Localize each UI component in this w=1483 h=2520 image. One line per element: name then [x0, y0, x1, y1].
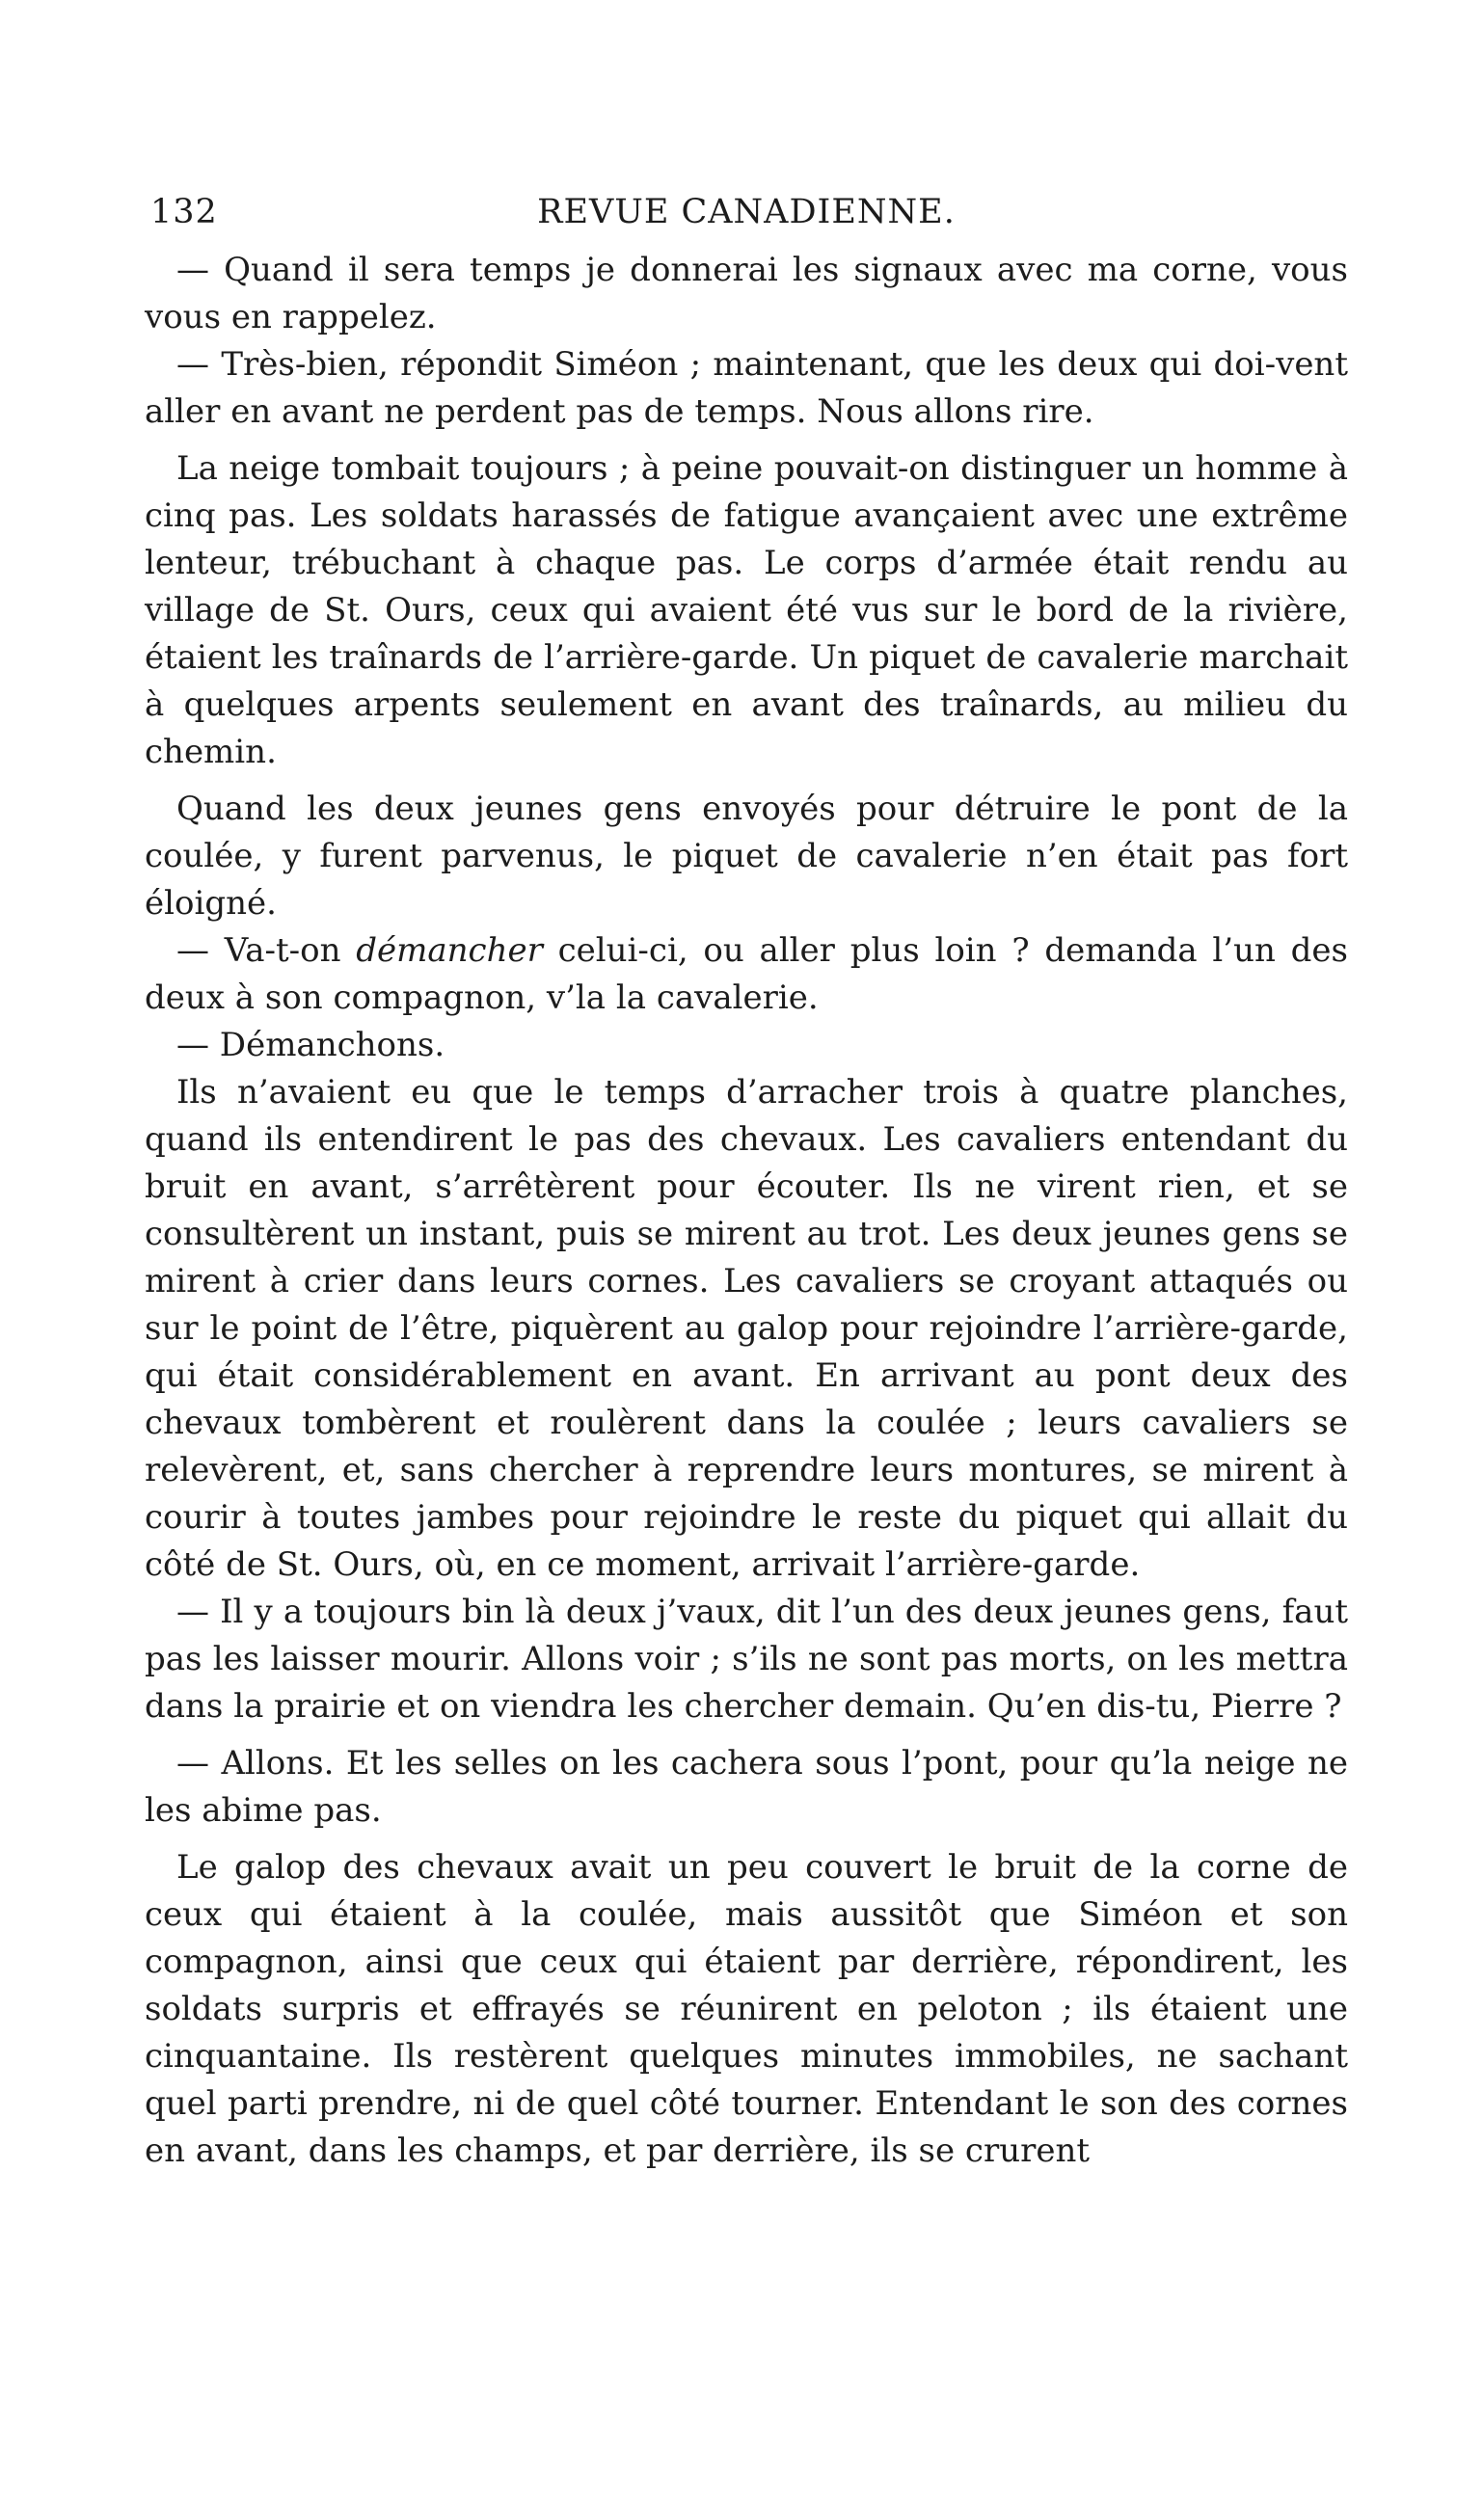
paragraph: — Très-bien, répondit Siméon ; maintenant, que les deux qui doi-vent aller en avant ne perdent pas de temps. Nous allons rire.	[145, 345, 1348, 431]
book-page	[145, 179, 1348, 2175]
paragraph: Quand les deux jeunes gens envoyés pour détruire le pont de la coulée, y furent parvenus, le piquet de cavalerie n’en était pas fort éloigné.	[145, 790, 1348, 923]
paragraph: La neige tombait toujours ; à peine pouvait-on distinguer un homme à cinq pas. Les soldats harassés de fatigue avançaient avec une extrême lenteur, trébuchant à chaque pas. Le corps d’armée était rendu au village de St. Ours, ceux qui avaient été vus sur le bord de la rivière, étaient les traînards de l’arrière-garde. Un piquet de cavalerie marchait à quelques arpents seulement en avant des traînards, au milieu du chemin.	[145, 449, 1348, 771]
paragraph: — Démanchons.	[176, 1026, 445, 1064]
paragraph: Ils n’avaient eu que le temps d’arracher trois à quatre planches, quand ils entendirent le pas des chevaux. Les cavaliers entendant du bruit en avant, s’arrêtèrent pour écouter. Ils ne virent rien, et se consultèrent un instant, puis se mirent au trot. Les deux jeunes gens se mirent à crier dans leurs cornes. Les cavaliers se croyant attaqués ou sur le point de l’être, piquèrent au galop pour rejoindre l’arrière-garde, qui était considérablement en avant. En arrivant au pont deux des chevaux tombèrent et roulèrent dans la coulée ; leurs cavaliers se relevèrent, et, sans chercher à reprendre leurs montures, se mirent à courir à toutes jambes pour rejoindre le reste du piquet qui allait du côté de St. Ours, où, en ce moment, arrivait l’arrière-garde.	[145, 1073, 1348, 1584]
paragraph: Le galop des chevaux avait un peu couvert le bruit de la corne de ceux qui étaient à la coulée, mais aussitôt que Siméon et son compagnon, ainsi que ceux qui étaient par derrière, répondirent, les soldats surpris et effrayés se réunirent en peloton ; ils étaient une cinquantaine. Ils restèrent quelques minutes immobiles, ne sachant quel parti prendre, ni de quel côté tourner. Entendant le son des cornes en avant, dans les champs, et par derrière, ils se crurent	[145, 1848, 1348, 2170]
paragraph: — Allons. Et les selles on les cachera sous l’pont, pour qu’la neige ne les abime pas.	[145, 1744, 1348, 1830]
running-title: REVUE CANADIENNE.	[537, 193, 956, 231]
paragraph-text: celui-ci, ou aller plus loin ? demanda l’un des deux à son compagnon, v’la la cavalerie.	[145, 931, 1348, 1017]
paragraph-text: — Va-t-on	[176, 931, 357, 970]
paragraph	[145, 927, 1348, 1022]
page-header	[145, 179, 1348, 247]
paragraph: — Il y a toujours bin là deux j’vaux, dit l’un des deux jeunes gens, faut pas les laisser mourir. Allons voir ; s’ils ne sont pas morts, on les mettra dans la prairie et on viendra les chercher demain. Qu’en dis-tu, Pierre ?	[145, 1593, 1348, 1726]
paragraph: — Quand il sera temps je donnerai les signaux avec ma corne, vous vous en rappelez.	[145, 251, 1348, 336]
body-text	[145, 247, 1348, 2175]
italic-word: démancher	[356, 931, 543, 970]
page-number: 132	[150, 193, 218, 231]
